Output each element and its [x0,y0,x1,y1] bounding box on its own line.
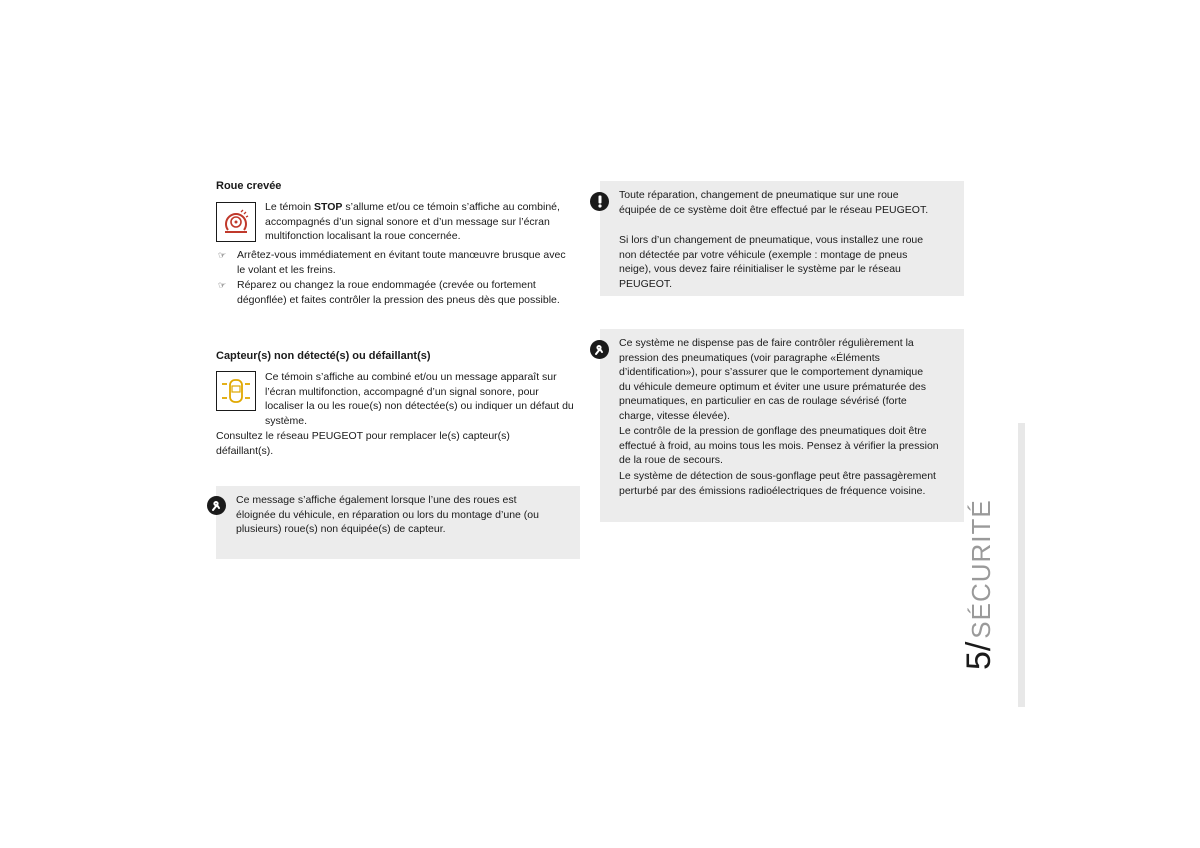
chapter-number: 5 [960,651,998,670]
chapter-side-tab [1018,423,1025,707]
chapter-slash: / [960,641,998,652]
warning-para-1: Toute réparation, changement de pneumatique sur une roue équipée de ce système doit être effectué par le réseau PEUGEOT. [619,189,929,216]
sensor-fault-intro: Ce témoin s’affiche au combiné et/ou un message apparaît sur l’écran multifonction, accompagné d’un signal sonore, pour localiser la ou les roue(s) non détectée(s) ou indiquer un défaut du système. [265,371,574,427]
pointing-hand-icon: ☞ [218,280,227,290]
warning-para-2: Si lors d’un changement de pneumatique, vous installez une roue non détectée par votre véhicule (exemple : montage de pneus neige), vous devez faire réinitialiser le système par le réseau PEUGEOT. [619,234,924,290]
list-item-text: Arrêtez-vous immédiatement en évitant toute manœuvre brusque avec le volant et les freins. [237,249,566,276]
info-icon [590,340,609,359]
sensor-fault-footer: Consultez le réseau PEUGEOT pour remplacer le(s) capteur(s) défaillant(s). [216,430,510,457]
list-item [216,278,570,307]
exclamation-icon [590,192,609,211]
info-para-3: Le système de détection de sous-gonflage peut être passagèrement perturbé par des émissions radioélectriques de fréquence voisine. [619,470,936,497]
list-item-text: Réparez ou changez la roue endommagée (crevée ou fortement dégonflée) et faites contrôler la pression des pneus dès que possible. [237,279,560,306]
section-heading-sensor-fault: Capteur(s) non détecté(s) ou défaillant(s) [216,350,431,362]
flat-tyre-intro-pre: Le témoin [265,201,315,213]
info-icon [207,496,226,515]
chapter-title: SÉCURITÉ [966,499,996,639]
flat-tyre-intro [265,200,570,244]
tyre-sensor-fault-icon [216,371,256,411]
flat-tyre-intro-post: s’allume et/ou ce témoin s’affiche au combiné, accompagnés d’un signal sonore et d’un message sur l’écran multifonction localisant la roue concernée. [265,201,560,242]
stop-keyword: STOP [314,201,343,213]
chapter-label [960,499,998,670]
flat-tyre-steps [216,248,570,308]
info-para-2: Le contrôle de la pression de gonflage des pneumatiques doit être effectué à froid, au moins tous les mois. Pensez à vérifier la pression de la roue de secours. [619,425,939,466]
list-item [216,248,570,277]
pointing-hand-icon: ☞ [218,250,227,260]
section-heading-flat-tyre: Roue crevée [216,180,282,192]
info-para-1: Ce système ne dispense pas de faire contrôler régulièrement la pression des pneumatiques (voir paragraphe «Éléments d’identification»), pour s’assurer que le comportement dynamique du véhicule demeure optimum et éviter une usure prématurée des pneumatiques, en particulier en cas de roulage sévérisé (forte charge, vitesse élevée). [619,337,927,422]
left-info-text: Ce message s’affiche également lorsque l’une des roues est éloignée du véhicule, en réparation ou lors du montage d’une (ou plusieurs) roue(s) non équipée(s) de capteur. [236,494,539,535]
flat-tyre-warning-icon [216,202,256,242]
